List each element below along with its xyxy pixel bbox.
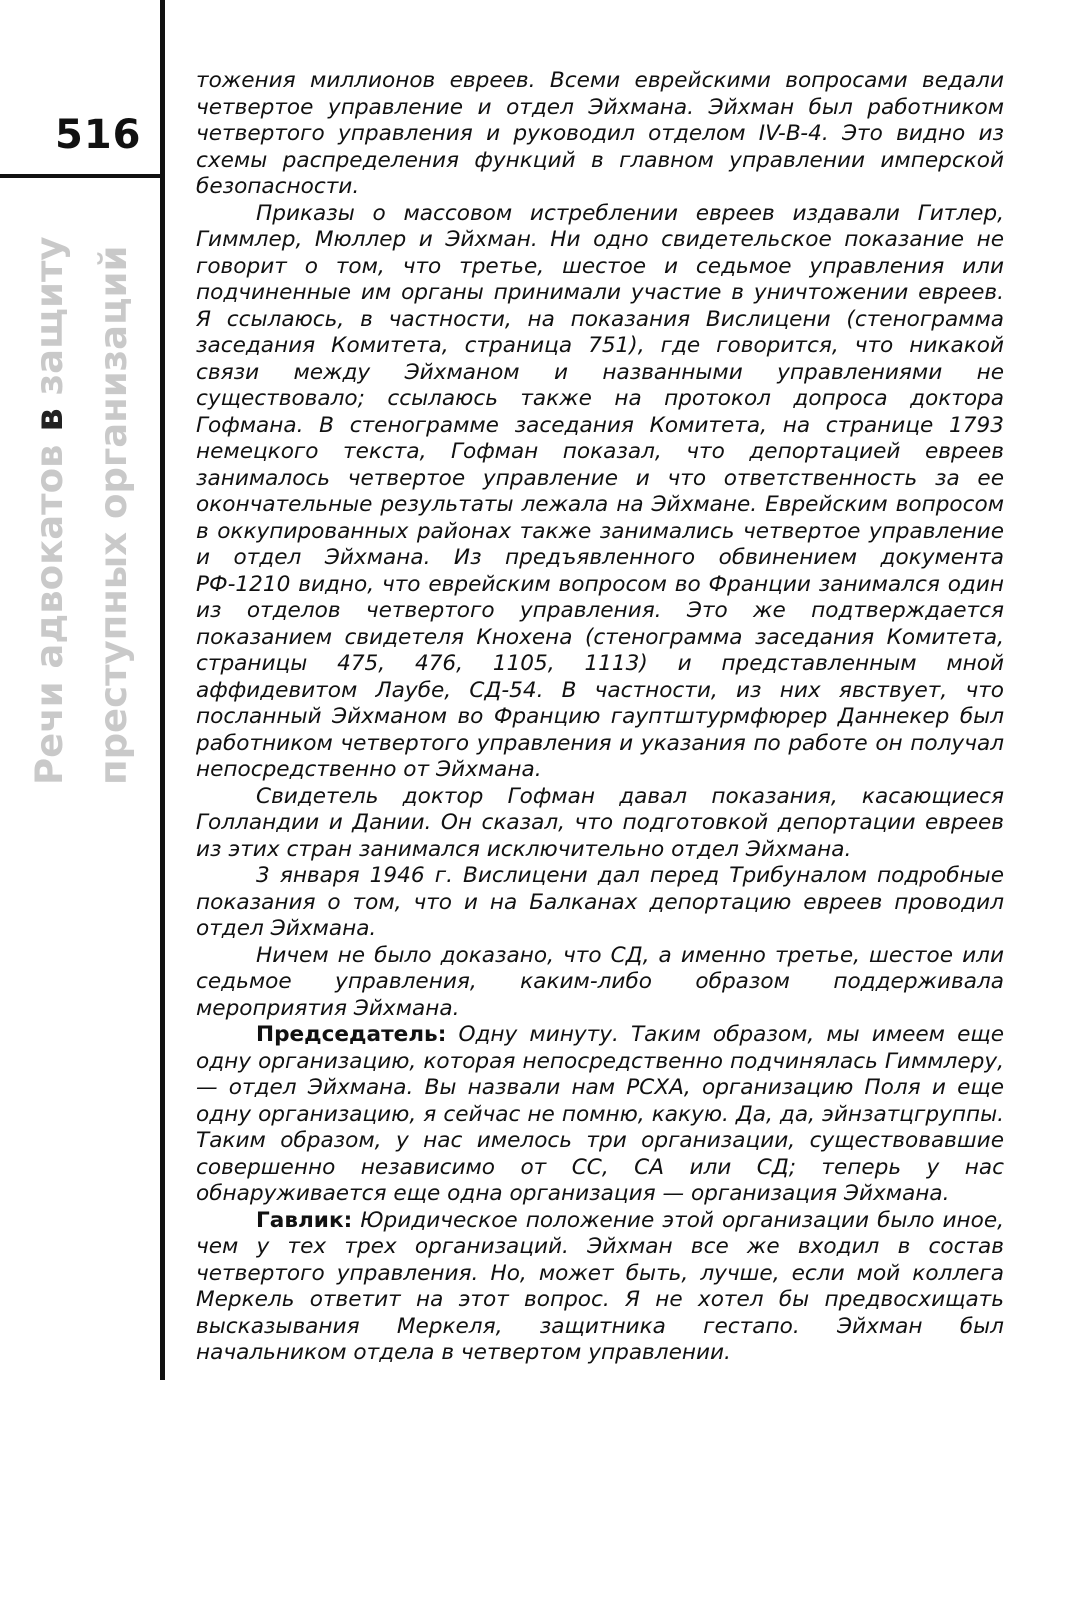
paragraph	[196, 784, 1004, 864]
paragraph-text: тожения миллионов евреев. Всеми еврейскими вопросами ведали четвертое управление и отдел Эйхмана. Эйхман был работником четвертого управления и руководил отделом IV-B-4. Это видно из схемы распределения функций в главном управлении имперской безопасности.	[196, 68, 1004, 199]
running-title-part: Речи	[28, 668, 71, 785]
paragraph	[196, 943, 1004, 1023]
running-title-line-2: преступных организаций	[92, 245, 135, 785]
paragraph-text: 3 января 1946 г. Вислицени дал перед Трибуналом подробные показания о том, что и на Балканах депортацию евреев проводил отдел Эйхмана.	[196, 863, 1004, 941]
running-title-part: адвокатов	[28, 444, 71, 669]
paragraph-text: Одну минуту. Таким образом, мы имеем еще одну организацию, которая непосредственно подчинялась Гиммлеру, — отдел Эйхмана. Вы назвали нам РСХА, организацию Поля и еще одну организацию, я сейчас не помню, какую. Да, да, эйнзатцгруппы. Таким образом, у нас имелось три организации, существовавшие совершенно независимо от СС, СА или СД; теперь у нас обнаруживается еще одна организация — организация Эйхмана.	[196, 1022, 1004, 1206]
page-number: 516	[55, 112, 142, 158]
paragraph	[196, 1022, 1004, 1208]
page-number-rule	[0, 174, 162, 178]
paragraph-text: Юридическое положение этой организации было иное, чем у тех трех организаций. Эйхман все же входил в состав четвертого управления. Но, может быть, лучше, если мой коллега Меркель ответит на этот вопрос. Я не хотел бы предвосхищать высказывания Меркеля, защитника гестапо. Эйхман был начальником отдела в четвертом управлении.	[196, 1207, 1004, 1365]
running-title-line-1	[28, 236, 71, 785]
speaker-name: Председатель:	[256, 1022, 447, 1047]
speaker-name: Гавлик:	[256, 1207, 353, 1233]
paragraph	[196, 201, 1004, 784]
paragraph	[196, 863, 1004, 943]
body-text	[196, 68, 1004, 1367]
running-title-part: защиту	[28, 236, 71, 396]
paragraph	[196, 1208, 1004, 1367]
paragraph-text: Свидетель доктор Гофман давал показания, касающиеся Голландии и Дании. Он сказал, что подготовкой депортации евреев из этих стран занимался исключительно отдел Эйхмана.	[196, 783, 1004, 862]
running-title-part: в	[28, 395, 71, 445]
paragraph	[196, 68, 1004, 201]
margin-rule	[160, 0, 165, 1380]
paragraph-text: Ничем не было доказано, что СД, а именно третье, шестое или седьмое управления, каким-либо образом поддерживала мероприятия Эйхмана.	[196, 942, 1004, 1021]
paragraph-text: Приказы о массовом истреблении евреев издавали Гитлер, Гиммлер, Мюллер и Эйхман. Ни одно свидетельское показание не говорит о том, что третье, шестое и седьмое управления или подчиненные им органы принимали участие в уничтожении евреев. Я ссылаюсь, в частности, на показания Вислицени (стенограмма заседания Комитета, страница 751), где говорится, что никакой связи между Эйхманом и названными управлениями не существовало; ссылаюсь также на протокол допроса доктора Гофмана. В стенограмме заседания Комитета, на странице 1793 немецкого текста, Гофман показал, что депортацией евреев занималось четвертое управление и что ответственность за ее окончательные результаты лежала на Эйхмане. Еврейским вопросом в оккупированных районах также занимались четвертое управление и отдел Эйхмана. Из предъявленного обвинением документа РФ-1210 видно, что еврейским вопросом во Франции занимался один из отделов четвертого управления. Это же подтверждается показанием свидетеля Кнохена (стенограмма заседания Комитета, страницы 475, 476, 1105, 1113) и представленным мной аффидевитом Лаубе, СД-54. В частности, из них явствует, что посланный Эйхманом во Францию гауптштурмфюрер Даннекер был работником четвертого управления и указания по работе он получал непосредственно от Эйхмана.	[196, 200, 1004, 782]
